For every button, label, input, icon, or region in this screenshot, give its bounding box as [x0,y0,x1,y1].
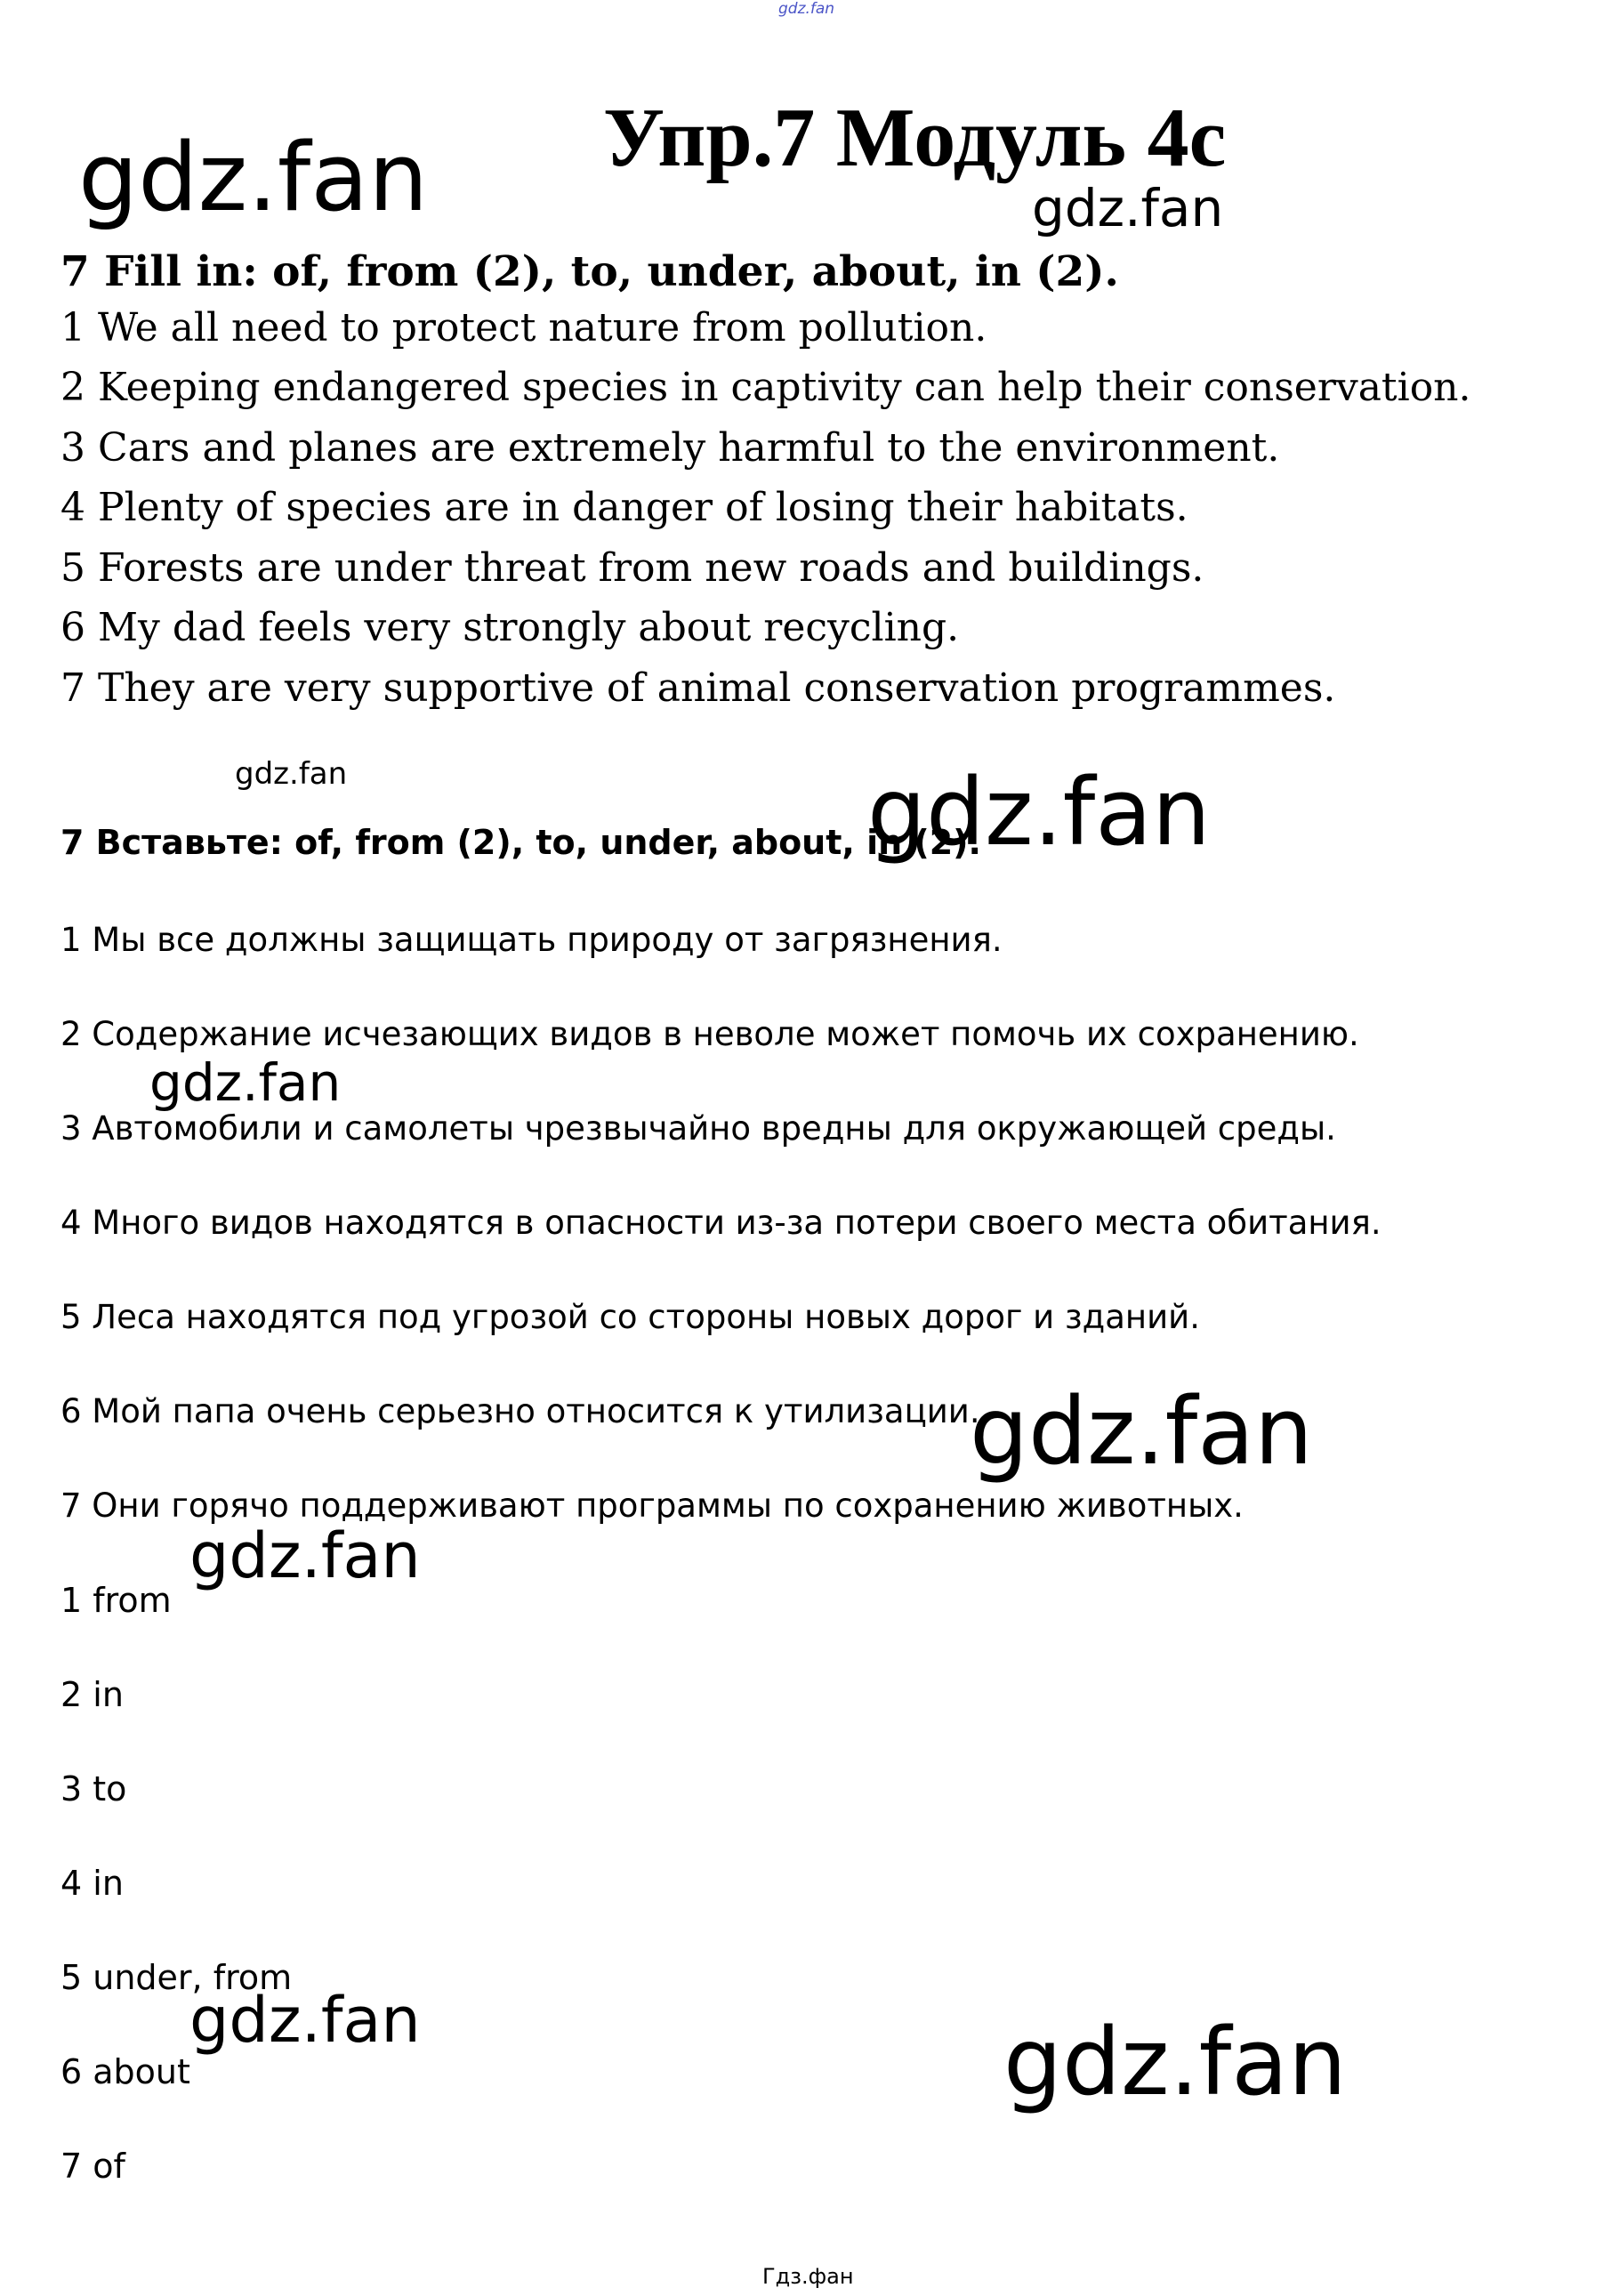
answer-item: 2 in [60,1675,124,1714]
russian-sentence: 7 Они горячо поддерживают программы по сохранению животных. [60,1486,1244,1525]
english-sentence: 5 Forests are under threat from new roads and buildings. [60,545,1204,591]
watermark: gdz.fan [970,1377,1313,1486]
russian-sentence: 6 Мой папа очень серьезно относится к утилизации. [60,1392,980,1430]
answer-item: 4 in [60,1864,124,1903]
watermark: gdz.fan [149,1052,342,1113]
top-watermark: gdz.fan [778,0,835,18]
english-instruction: 7 Fill in: of, from (2), to, under, about, in (2). [60,247,1119,296]
english-sentence: 6 My dad feels very strongly about recycling. [60,605,960,650]
watermark: gdz.fan [1032,178,1224,238]
english-sentence: 7 They are very supportive of animal conservation programmes. [60,665,1336,711]
answer-item: 7 of [60,2147,125,2186]
watermark: gdz.fan [189,1519,421,1592]
english-sentence: 3 Cars and planes are extremely harmful to the environment. [60,425,1280,471]
page-title: Упр.7 Модуль 4с [603,92,1227,184]
english-sentence: 2 Keeping endangered species in captivity can help their conservation. [60,365,1471,410]
watermark: gdz.fan [867,758,1211,866]
answer-item: 5 under, from [60,1958,293,1997]
russian-instruction: 7 Вставьте: of, from (2), to, under, about, in (2). [60,823,981,862]
russian-sentence: 5 Леса находятся под угрозой со стороны новых дорог и зданий. [60,1298,1200,1336]
russian-sentence: 2 Содержание исчезающих видов в неволе может помочь их сохранению. [60,1015,1359,1053]
watermark: gdz.fan [1003,2008,1347,2116]
watermark: gdz.fan [235,756,348,792]
russian-sentence: 1 Мы все должны защищать природу от загрязнения. [60,921,1003,959]
answer-item: 3 to [60,1769,127,1809]
english-sentence: 4 Plenty of species are in danger of losing their habitats. [60,485,1188,530]
watermark: gdz.fan [189,1984,421,2057]
russian-sentence: 4 Много видов находятся в опасности из-за потери своего места обитания. [60,1204,1381,1242]
answer-item: 1 from [60,1581,172,1620]
footer-label: Гдз.фан [762,2264,854,2289]
russian-sentence: 3 Автомобили и самолеты чрезвычайно вредны для окружающей среды. [60,1109,1336,1148]
watermark: gdz.fan [78,123,429,232]
english-sentence: 1 We all need to protect nature from pollution. [60,305,987,350]
answer-item: 6 about [60,2052,190,2091]
